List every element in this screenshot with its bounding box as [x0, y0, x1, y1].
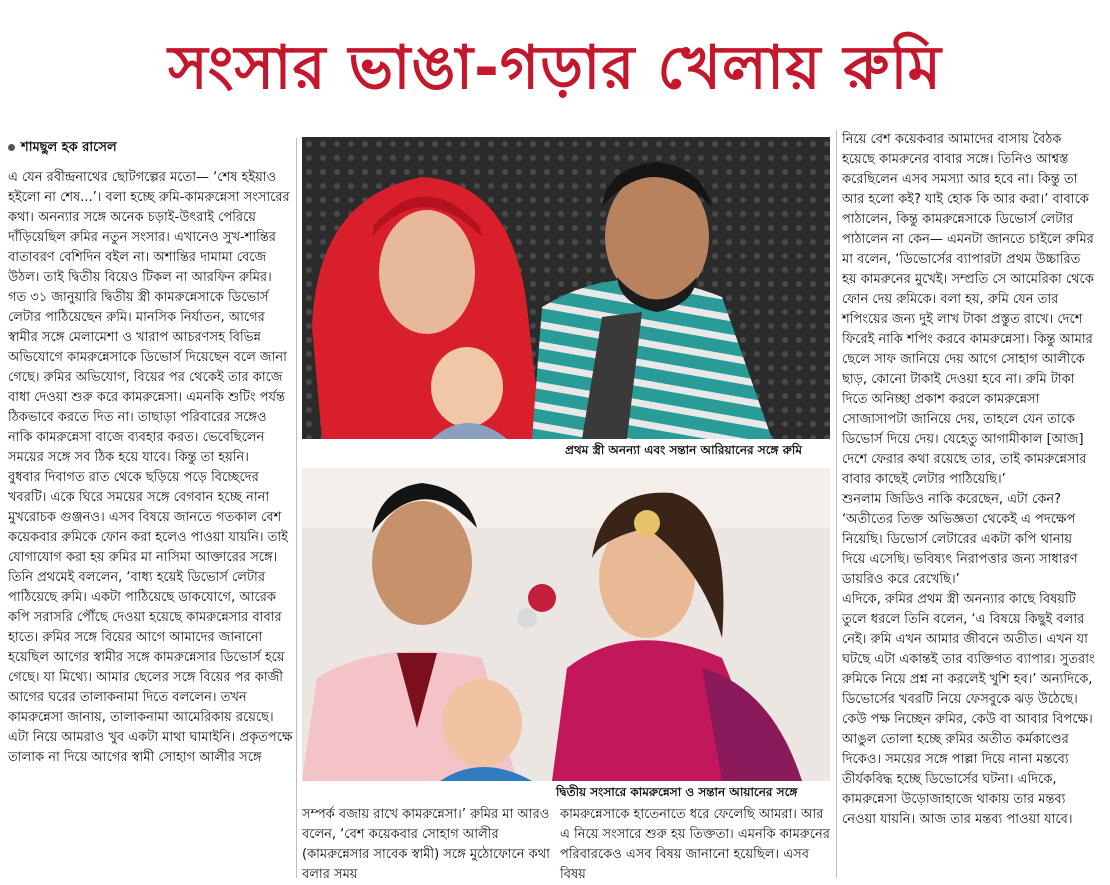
paragraph: সম্পর্ক বজায় রাখে কামরুন্নেসা।’ রুমির মা আরও বলেন, ‘বেশ কয়েকবার সোহাগ আলীর (কামরুন্নেসার সাবেক স্বামী) সঙ্গে মুঠোফোনে কথা বলার সময়	[302, 807, 550, 882]
byline-text: শামছুল হক রাসেল	[21, 140, 117, 155]
bullet-icon	[8, 144, 15, 151]
paragraph: শুনলাম জিডিও নাকি করেছেন, এটা কেন? ‘অতীতের তিক্ত অভিজ্ঞতা থেকেই এ পদক্ষেপ নিয়েছি। ডিভোর্স লেটারের একটা কপি থানায় দিয়ে এসেছি। ভবিষ্যৎ নিরাপত্তার জন্য সাধারণ ডায়রিও করে রেখেছি।’	[842, 492, 1078, 587]
headline: সংসার ভাঙা-গড়ার খেলায় রুমি	[168, 33, 942, 103]
article-column-left	[8, 138, 293, 768]
article-column-bottom-middle	[560, 805, 830, 885]
photo-caption: দ্বিতীয় সংসারে কামরুন্নেসা ও সন্তান আয়ানের সঙ্গে	[556, 785, 798, 799]
column-divider	[296, 138, 297, 878]
paragraph: এদিকে, রুমির প্রথম স্ত্রী অনন্যার কাছে বিষয়টি তুলে ধরলে তিনি বলেন, ‘এ বিষয়ে কিছুই বলার নেই। রুমি এখন আমার জীবনে অতীত। এখন যা ঘটছে এটা একান্তই তার ব্যক্তিগত ব্যাপার। সুতরাং রুমিকে নিয়ে প্রশ্ন না করলেই খুশি হব।’ অন্যদিকে, ডিভোর্সের খবরটি নিয়ে ফেসবুকে ঝড় উঠেছে। কেউ পক্ষ নিচ্ছেন রুমির, কেউ বা আবার বিপক্ষে। আঙুল তোলা হচ্ছে রুমির অতীত কর্মকাণ্ডের দিকেও। সময়ের সঙ্গে পাল্লা দিয়ে নানা মন্তব্যে তীর্যকবিদ্ধ হচ্ছে ডিভোর্সের ঘটনা। এদিকে, কামরুন্নেসা উড়োজাহাজে থাকায় তার মন্তব্য নেওয়া যায়নি। আজ তার মন্তব্য পাওয়া যাবে।	[842, 592, 1095, 827]
article-column-right	[842, 130, 1097, 830]
photo-second-wife	[302, 468, 830, 781]
paragraph: এ যেন রবীন্দ্রনাথের ছোটগল্পের মতো— ‘শেষ হইয়াও হইলো না শেষ...’। বলা হচ্ছে রুমি-কামরুন্নেসা সংসারের কথা। অনন্যার সঙ্গে অনেক চড়াই-উৎরাই পেরিয়ে দাঁড়িয়েছিল রুমির নতুন সংসার। এখানেও সুখ-শান্তির বাতাবরণ বেশিদিন বইল না। অশান্তির দামামা বেজে উঠল। তাই দ্বিতীয় বিয়েও টিকল না আরফিন রুমির। গত ৩১ জানুয়ারি দ্বিতীয় স্ত্রী কামরুন্নেসাকে ডিভোর্স লেটার পাঠিয়েছেন রুমি। মানসিক নির্যাতন, আগের স্বামীর সঙ্গে মেলামেশা ও খারাপ আচরণসহ বিভিন্ন অভিযোগে কামরুন্নেসাকে ডিভোর্স দিয়েছেন বলে জানা গেছে। রুমির অভিযোগ, বিয়ের পর থেকেই তার কাজে বাধা দেওয়া শুরু করে কামরুন্নেসা। এমনকি শুটিং পর্যন্ত ঠিকভাবে করতে দিত না। তাছাড়া পরিবারের সঙ্গেও নাকি কামরুন্নেসা বাজে ব্যবহার করত। ভেবেছিলেন সময়ের সঙ্গে সব ঠিক হয়ে যাবে। কিন্তু তা হয়নি।	[8, 170, 290, 465]
paragraph: নিয়ে বেশ কয়েকবার আমাদের বাসায় বৈঠক হয়েছে কামরুনের বাবার সঙ্গে। তিনিও আশ্বস্ত করেছিলেন এসব সমস্যা আর হবে না। কিন্তু তা আর হলো কই? যাই হোক কি আর করা।’ বাবাকে পাঠালেন, কিন্তু কামরুন্নেসাকে ডিভোর্স লেটার পাঠালেন না কেন— এমনটা জানতে চাইলে রুমির মা বলেন, ‘ডিভোর্সের ব্যাপারটা প্রথম উচ্চারিত হয় কামরুনের মুখেই। সম্প্রতি সে আমেরিকা থেকে ফোন দেয় রুমিকে। বলা হয়, রুমি যেন তার শপিংয়ের জন্য দুই লাখ টাকা প্রস্তুত রাখে। দেশে ফিরেই নাকি শপিং করবে কামরুন্নেসা। কিন্তু আমার ছেলে সাফ জানিয়ে দেয় আগে সোহাগ আলীকে ছাড়, কোনো টাকাই দেওয়া হবে না। রুমি টাকা দিতে অনিচ্ছা প্রকাশ করলে কামরুন্নেসা সোজাসাপটা জানিয়ে দেয়, তাহলে যেন তাকে ডিভোর্স দিয়ে দেয়। যেহেতু আগামীকাল [আজ] দেশে ফেরার কথা রয়েছে তার, তাই কামরুন্নেসার বাবার কাছেই লেটার পাঠিয়েছি।’	[842, 132, 1094, 487]
paragraph: কামরুন্নেসাকে হাতেনাতে ধরে ফেলেছি আমরা। আর এ নিয়ে সংসারে শুরু হয় তিক্ততা। এমনকি কামরুনের পরিবারকেও এসব বিষয় জানানো হয়েছিল। এসব বিষয়	[560, 807, 830, 882]
article-column-bottom-left	[302, 805, 552, 885]
photo-illustration	[302, 468, 830, 781]
photo-first-wife	[302, 137, 830, 439]
photo-illustration	[302, 137, 830, 439]
column-divider	[836, 130, 837, 878]
paragraph: বুধবার দিবাগত রাত থেকে ছড়িয়ে পড়ে বিচ্ছেদের খবরটি। একে ঘিরে সময়ের সঙ্গে বেগবান হচ্ছে নানা মুখরোচক গুঞ্জনও। এসব বিষয়ে জানতে গতকাল বেশ কয়েকবার রুমিকে ফোন করা হলেও পাওয়া যায়নি। তাই যোগাযোগ করা হয় রুমির মা নাসিমা আক্তারের সঙ্গে। তিনি প্রথমেই বললেন, ‘বাধ্য হয়েই ডিভোর্স লেটার পাঠিয়েছে রুমি। একটা পাঠিয়েছে ডাকযোগে, আরেক কপি সরাসরি পৌঁছে দেওয়া হয়েছে কামরুন্নেসার বাবার হাতে। রুমির সঙ্গে বিয়ের আগে আমাদের জানানো হয়েছিল আগের স্বামীর সঙ্গে কামরুন্নেসার ডিভোর্স হয়ে গেছে। যা মিথ্যে। আমার ছেলের সঙ্গে বিয়ের পর কাজী আগের ঘরের তালাকনামা দিতে বললেন। তখন কামরুন্নেসা জানায়, তালাকনামা আমেরিকায় রয়েছে। এটা নিয়ে আমরাও খুব একটা মাথা ঘামাইনি। প্রকৃতপক্ষে তালাক না দিয়ে আগের স্বামী সোহাগ আলীর সঙ্গে	[8, 470, 293, 765]
byline	[8, 138, 293, 158]
photo-caption: প্রথম স্ত্রী অনন্যা এবং সন্তান আরিয়ানের সঙ্গে রুমি	[565, 443, 802, 457]
